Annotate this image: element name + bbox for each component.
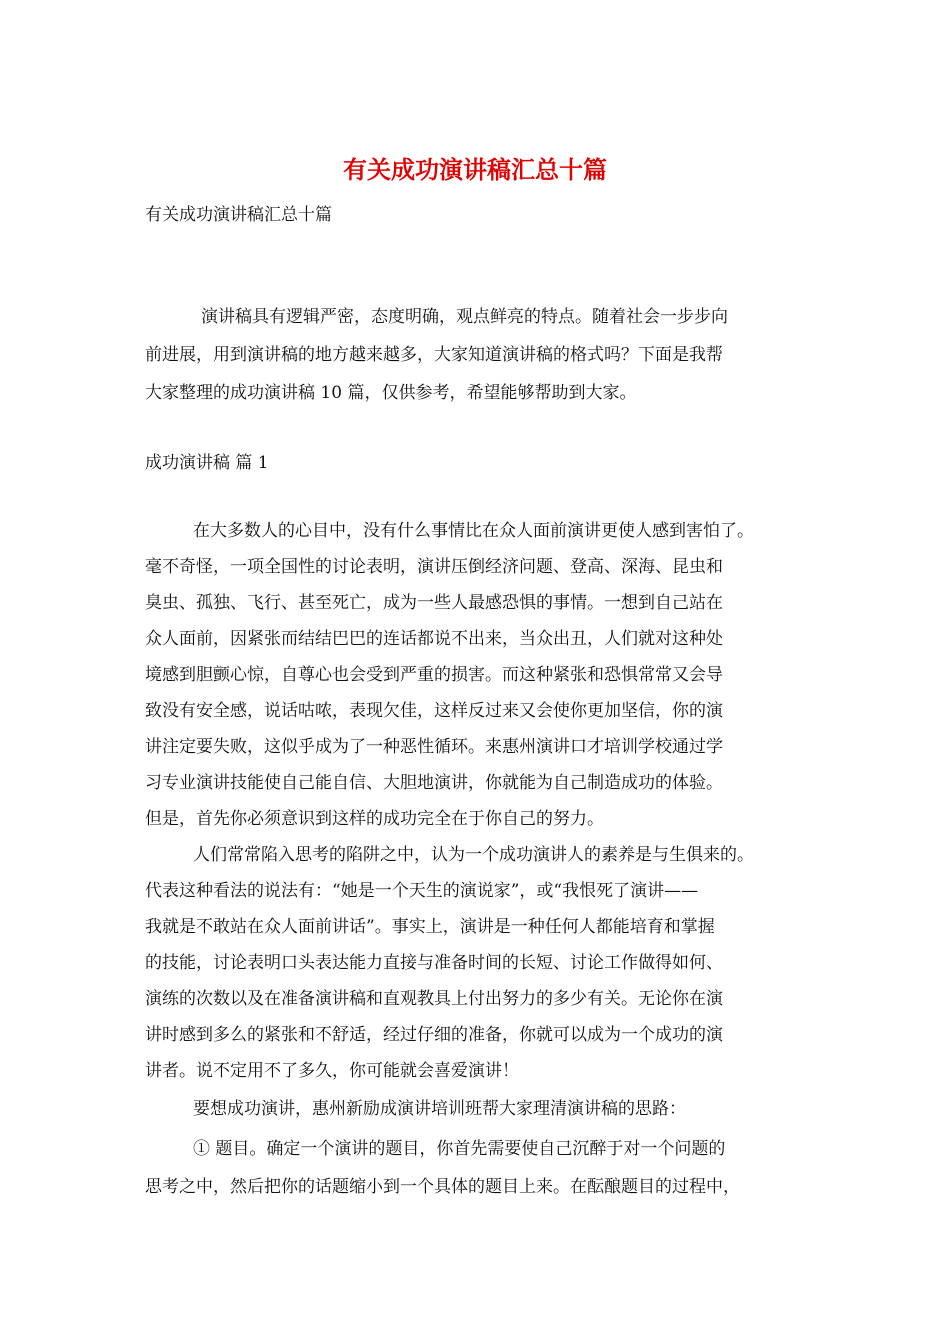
body-line: 讲时感到多么的紧张和不舒适，经过仔细的准备，你就可以成为一个成功的演 (145, 1025, 723, 1045)
body-line: 人们常常陷入思考的陷阱之中，认为一个成功演讲人的素养是与生俱来的。 (193, 845, 754, 865)
body-line: 讲注定要失败，这似乎成为了一种恶性循环。来惠州演讲口才培训学校通过学 (145, 737, 723, 757)
section-heading: 成功演讲稿 篇 1 (145, 453, 269, 473)
body-line: 思考之中，然后把你的话题缩小到一个具体的题目上来。在酝酿题目的过程中， (145, 1177, 740, 1197)
body-line: 在大多数人的心目中，没有什么事情比在众人面前演讲更使人感到害怕了。 (193, 521, 754, 541)
body-line: 但是，首先你必须意识到这样的成功完全在于你自己的努力。 (145, 809, 604, 829)
body-line: 境感到胆颤心惊，自尊心也会受到严重的损害。而这种紧张和恐惧常常又会导 (145, 665, 723, 685)
body-line: 讲者。说不定用不了多久，你可能就会喜爱演讲！ (145, 1061, 519, 1081)
intro-line: 大家整理的成功演讲稿 10 篇，仅供参考，希望能够帮助到大家。 (145, 383, 637, 403)
document-subtitle: 有关成功演讲稿汇总十篇 (145, 205, 332, 225)
body-line: 的技能，讨论表明口头表达能力直接与准备时间的长短、讨论工作做得如何、 (145, 953, 723, 973)
document-title: 有关成功演讲稿汇总十篇 (343, 155, 607, 184)
body-line: ① 题目。确定一个演讲的题目，你首先需要使自己沉醉于对一个问题的 (193, 1139, 726, 1159)
body-line: 代表这种看法的说法有：“她是一个天生的演说家”，或“我恨死了演讲—— (145, 881, 699, 901)
body-line: 习专业演讲技能使自己能自信、大胆地演讲，你就能为自己制造成功的体验。 (145, 773, 723, 793)
body-line: 毫不奇怪，一项全国性的讨论表明，演讲压倒经济问题、登高、深海、昆虫和 (145, 557, 723, 577)
body-line: 臭虫、孤独、飞行、甚至死亡，成为一些人最感恐惧的事情。一想到自己站在 (145, 593, 723, 613)
intro-line: 演讲稿具有逻辑严密，态度明确，观点鲜亮的特点。随着社会一步步向 (201, 307, 728, 327)
body-line: 致没有安全感，说话咕哝，表现欠佳，这样反过来又会使你更加坚信，你的演 (145, 701, 723, 721)
body-line: 演练的次数以及在准备演讲稿和直观教具上付出努力的多少有关。无论你在演 (145, 989, 723, 1009)
body-line: 我就是不敢站在众人面前讲话”。事实上，演讲是一种任何人都能培育和掌握 (145, 917, 715, 937)
intro-line: 前进展，用到演讲稿的地方越来越多，大家知道演讲稿的格式吗？下面是我帮 (145, 345, 723, 365)
body-line: 要想成功演讲，惠州新励成演讲培训班帮大家理清演讲稿的思路： (193, 1099, 686, 1119)
body-line: 众人面前，因紧张而结结巴巴的连话都说不出来，当众出丑，人们就对这种处 (145, 629, 723, 649)
